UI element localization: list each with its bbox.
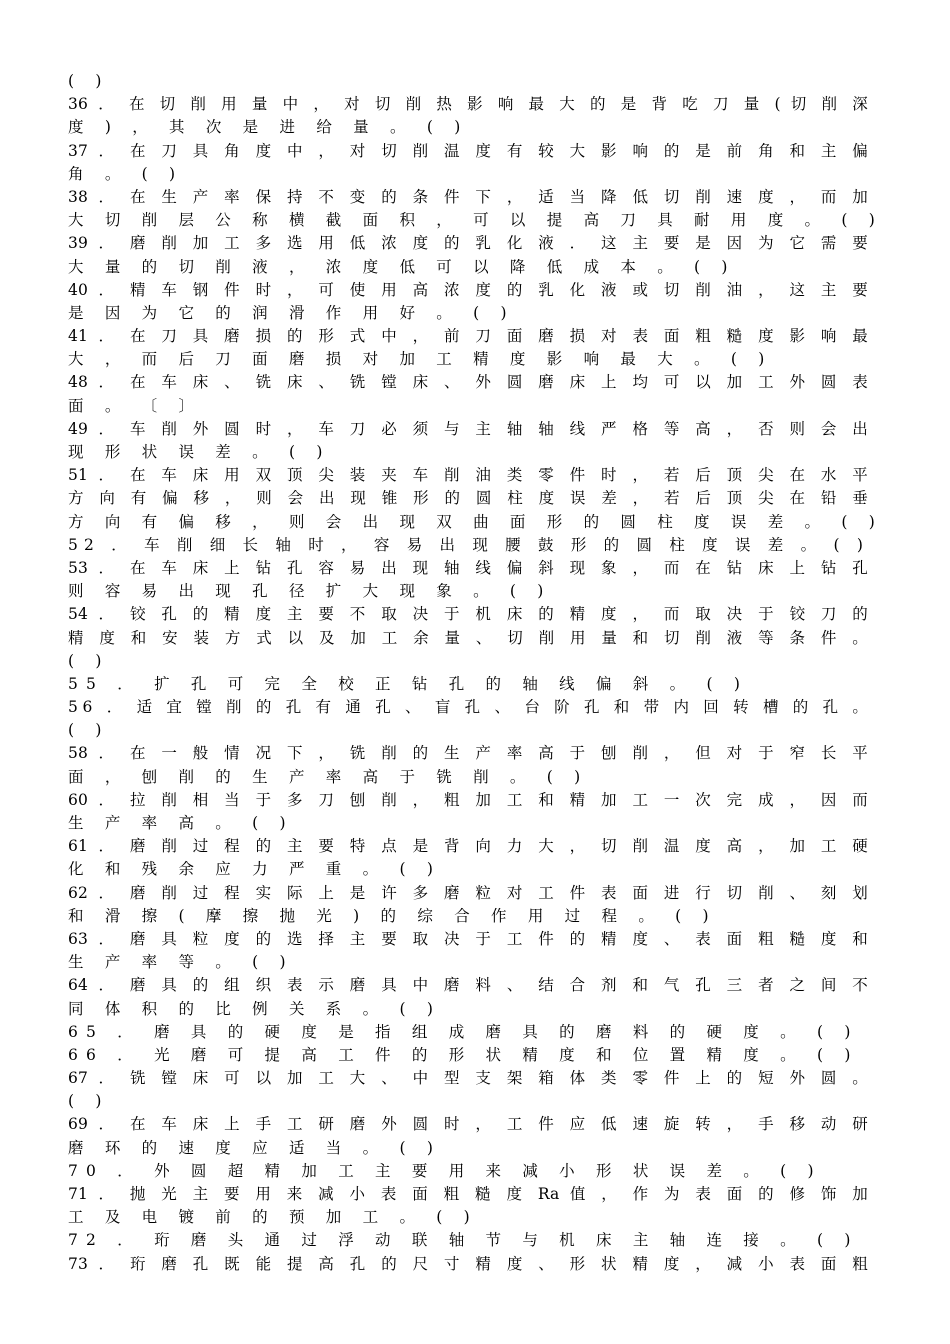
text-line: 是 因 为 它 的 润 滑 作 用 好 。 ( ): [68, 303, 515, 322]
text-line: ( ): [68, 721, 110, 740]
text-line: ( ): [68, 72, 110, 90]
text-line: 工 及 电 镀 前 的 预 加 工 。 ( ): [68, 1208, 478, 1227]
text-line: 69 ． 在 车 床 上 手 工 研 磨 外 圆 时 ， 工 件 应 低 速 旋 转 ， 手 移 动 研: [68, 1115, 868, 1134]
text-line: 方 向 有 偏 移 ， 则 会 出 现 锥 形 的 圆 柱 度 误 差 ， 若 后 顶 尖 在 铅 垂: [68, 489, 868, 508]
text-line: 生 产 率 高 。 ( ): [68, 814, 294, 832]
text-line: 41 ． 在 刀 具 磨 损 的 形 式 中 ， 前 刀 面 磨 损 对 表 面 粗 糙 度 影 响 最: [68, 327, 868, 346]
text-line: 精 度 和 安 装 方 式 以 及 加 工 余 量 、 切 削 用 量 和 切 削 液 等 条 件 。: [68, 628, 868, 647]
text-line: 面 ， 刨 削 的 生 产 率 高 于 铣 削 。 ( ): [68, 767, 589, 786]
text-line: 37 ． 在 刀 具 角 度 中 ， 对 切 削 温 度 有 较 大 影 响 的 是 前 角 和 主 偏: [68, 141, 868, 160]
text-line: 化 和 残 余 应 力 严 重 。 ( ): [68, 860, 442, 879]
text-line: 73 ． 珩 磨 孔 既 能 提 高 孔 的 尺 寸 精 度 、 形 状 精 度 ， 减 小 表 面 粗: [68, 1254, 868, 1273]
text-line: 67 ． 铣 镗 床 可 以 加 工 大 、 中 型 支 架 箱 体 类 零 件 上 的 短 外 圆 。: [68, 1069, 868, 1088]
text-line: 度 ) ， 其 次 是 进 给 量 。 ( ): [68, 118, 469, 137]
text-line: 51 ． 在 车 床 用 双 顶 尖 装 夹 车 削 油 类 零 件 时 ， 若 后 顶 尖 在 水 平: [68, 466, 868, 485]
text-line: 70 ． 外 圆 超 精 加 工 主 要 用 来 减 小 形 状 误 差 。 ( ): [68, 1161, 822, 1180]
text-line: 36 ． 在 切 削 用 量 中 ， 对 切 削 热 影 响 最 大 的 是 背 吃 刀 量 ( 切 削 深: [68, 95, 868, 114]
text-line: 生 产 率 等 。 ( ): [68, 953, 294, 972]
text-line: 磨 环 的 速 度 应 适 当 。 ( ): [68, 1138, 442, 1157]
text-line: 面 。 〔 〕: [68, 396, 203, 415]
text-line: 39 ． 磨 削 加 工 多 选 用 低 浓 度 的 乳 化 液 ． 这 主 要 是 因 为 它 需 要: [68, 234, 868, 253]
question-list: [68, 70, 883, 1276]
text-line: 56 ． 适 宜 镗 削 的 孔 有 通 孔 、 盲 孔 、 台 阶 孔 和 带 内 回 转 槽 的 孔 。: [68, 698, 873, 717]
text-line: 65 ． 磨 具 的 硬 度 是 指 组 成 磨 具 的 磨 料 的 硬 度 。 ( ): [68, 1022, 859, 1041]
text-line: 62 ． 磨 削 过 程 实 际 上 是 许 多 磨 粒 对 工 件 表 面 进 行 切 削 、 刻 划: [68, 883, 868, 902]
text-line: 53 ． 在 车 床 上 钻 孔 容 易 出 现 轴 线 偏 斜 现 象 ， 而 在 钻 床 上 钻 孔: [68, 558, 868, 577]
text-line: 64 ． 磨 具 的 组 织 表 示 磨 具 中 磨 料 、 结 合 剂 和 气 孔 三 者 之 间 不: [68, 976, 868, 995]
text-line: 大 切 削 层 公 称 横 截 面 积 ， 可 以 提 高 刀 具 耐 用 度 。 ( ): [68, 211, 883, 230]
text-line: 71 ． 抛 光 主 要 用 来 减 小 表 面 粗 糙 度 Ra 值 ， 作 为 表 面 的 修 饰 加: [68, 1185, 868, 1203]
text-line: 方 向 有 偏 移 ， 则 会 出 现 双 曲 面 形 的 圆 柱 度 误 差 。 ( ): [68, 512, 883, 531]
text-line: 63 ． 磨 具 粒 度 的 选 择 主 要 取 决 于 工 件 的 精 度 、 表 面 粗 糙 度 和: [68, 929, 868, 948]
text-line: 同 体 积 的 比 例 关 系 。 ( ): [68, 999, 442, 1018]
text-line: 52 ． 车 削 细 长 轴 时 ， 容 易 出 现 腰 鼓 形 的 圆 柱 度 误 差 。 ( ): [68, 535, 870, 554]
text-line: 角 。 ( ): [68, 164, 184, 183]
text-line: 49 ． 车 削 外 圆 时 ， 车 刀 必 须 与 主 轴 轴 线 严 格 等 高 ， 否 则 会 出: [68, 419, 868, 438]
text-line: 大 量 的 切 削 液 ， 浓 度 低 可 以 降 低 成 本 。 ( ): [68, 257, 736, 276]
text-line: 38 ． 在 生 产 率 保 持 不 变 的 条 件 下 ， 适 当 降 低 切 削 速 度 ， 而 加: [68, 187, 868, 206]
text-line: 60 ． 拉 削 相 当 于 多 刀 刨 削 ， 粗 加 工 和 精 加 工 一 次 完 成 ， 因 而: [68, 790, 868, 809]
text-line: 则 容 易 出 现 孔 径 扩 大 现 象 。 ( ): [68, 582, 552, 601]
text-line: 61 ． 磨 削 过 程 的 主 要 特 点 是 背 向 力 大 ， 切 削 温 度 高 ， 加 工 硬: [68, 837, 868, 856]
text-line: 54 ． 铰 孔 的 精 度 主 要 不 取 决 于 机 床 的 精 度 ， 而 取 决 于 铰 刀 的: [68, 605, 868, 624]
text-line: 大 ， 而 后 刀 面 磨 损 对 加 工 精 度 影 响 最 大 。 ( ): [68, 350, 773, 369]
text-line: 和 滑 擦 ( 摩 擦 抛 光 ) 的 综 合 作 用 过 程 。 ( ): [68, 906, 717, 925]
text-line: 66 ． 光 磨 可 提 高 工 件 的 形 状 精 度 和 位 置 精 度 。 ( ): [68, 1045, 859, 1064]
text-line: ( ): [68, 1092, 110, 1111]
text-line: 现 形 状 误 差 。 ( ): [68, 443, 331, 461]
text-line: ( ): [68, 651, 110, 670]
text-line: 58 ． 在 一 般 情 况 下 ， 铣 削 的 生 产 率 高 于 刨 削 ， 但 对 于 窄 长 平: [68, 744, 868, 763]
text-line: 40 ． 精 车 钢 件 时 ， 可 使 用 高 浓 度 的 乳 化 液 或 切 削 油 ， 这 主 要: [68, 280, 868, 299]
text-line: 72 ． 珩 磨 头 通 过 浮 动 联 轴 节 与 机 床 主 轴 连 接 。 ( ): [68, 1231, 859, 1250]
text-line: 48 ． 在 车 床 、 铣 床 、 铣 镗 床 、 外 圆 磨 床 上 均 可 以 加 工 外 圆 表: [68, 373, 868, 392]
text-line: 55 ． 扩 孔 可 完 全 校 正 钻 孔 的 轴 线 偏 斜 。 ( ): [68, 674, 749, 693]
